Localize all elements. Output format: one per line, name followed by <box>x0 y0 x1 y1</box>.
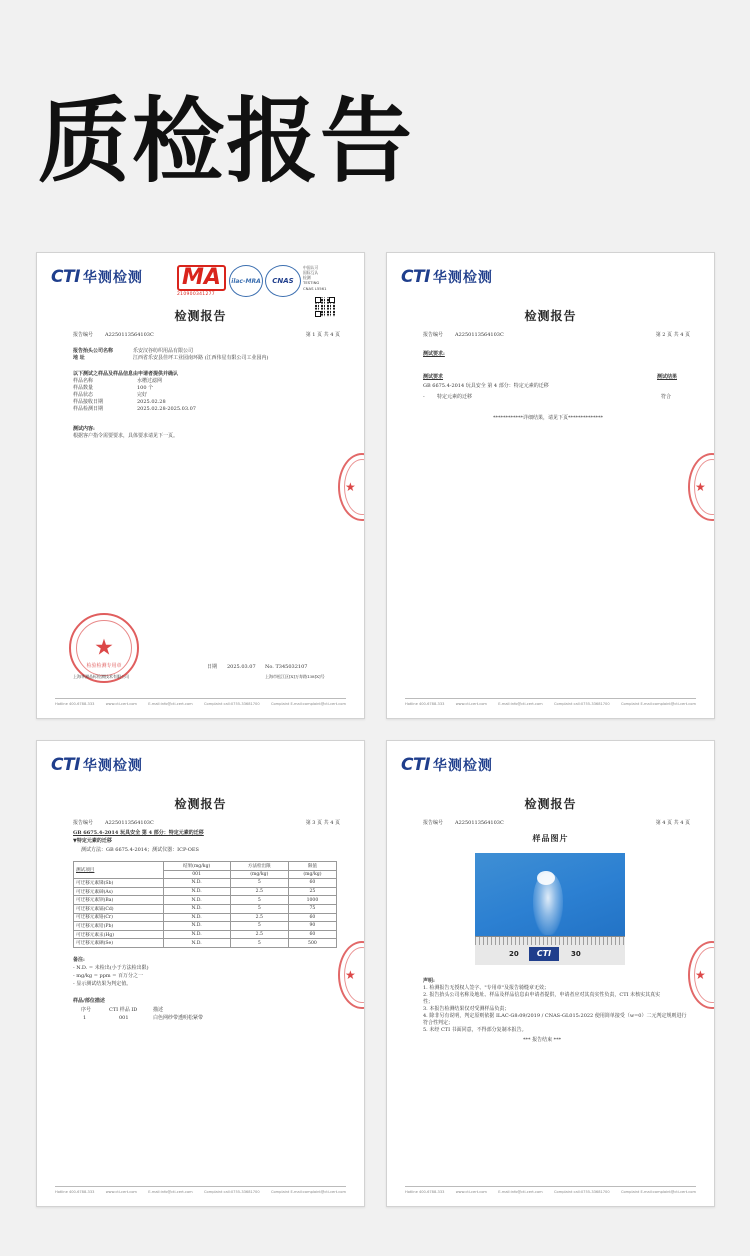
cti-logo <box>51 755 143 775</box>
cti-logo-text: 华测检测 <box>432 270 493 286</box>
page-info: 第 4 页 共 4 页 <box>655 820 690 826</box>
sample-name-label: 样品名称 <box>73 378 94 384</box>
address-label: 地 址 <box>73 355 85 361</box>
seam-stamp-icon: ★ <box>688 453 715 521</box>
test-standard: GB 6675.4-2014 玩具安全 第 4 部分：特定元素的迁移 <box>73 830 204 836</box>
footer-web: www.cti-cert.com <box>455 1190 487 1194</box>
test-item-dash: - <box>423 394 425 400</box>
footer-email: E-mail:info@cti-cert.com <box>498 702 543 706</box>
note-line: - 显示测试结果为判定值。 <box>73 981 132 987</box>
subhead: ▼特定元素的迁移 <box>73 838 112 844</box>
table-row: 可迁移元素砷(As) N.D. 2.5 25 <box>74 887 337 896</box>
table-row: 可迁移元素钡(Ba) N.D. 5 1000 <box>74 896 337 905</box>
cnas-icon: CNAS <box>265 265 301 297</box>
footer-complaint-email: Complaint E-mail:complaint@cti-cert.com <box>620 1190 696 1194</box>
col-result-sample: 001 <box>163 870 230 879</box>
sample-qty-label: 样品数量 <box>73 385 94 391</box>
sample-state: 完好 <box>137 392 148 398</box>
table-row: 可迁移元素锑(Sb) N.D. 5 60 <box>74 879 337 888</box>
end-note: ************详细结果，请见下页************** <box>493 415 604 421</box>
cti-logo-text: 华测检测 <box>82 758 143 774</box>
applicant: 乐安汉谷纺织用品有限公司 <box>133 348 194 354</box>
received-label: 样品接收日期 <box>73 399 104 405</box>
ruler-brand: CTI <box>529 947 559 961</box>
test-method: 测试方法：GB 6675.4-2014；测试仪器：ICP-OES <box>81 847 199 853</box>
desc-row-no: 1 <box>83 1015 87 1021</box>
doc-number: No. T345032107 <box>265 664 308 670</box>
table-row: 可迁移元素镉(Cd) N.D. 5 75 <box>74 904 337 913</box>
footer-email: E-mail:info@cti-cert.com <box>498 1190 543 1194</box>
col-requirement: 测试要求 <box>423 374 444 380</box>
report-page-1 <box>36 252 365 719</box>
company-address: 上海市松江区[X]万寿路138[X]号 <box>265 674 325 679</box>
desc-row-desc: 白色网纱带透明松紧带 <box>153 1015 204 1021</box>
cti-logo <box>51 267 143 287</box>
page-footer <box>55 698 346 706</box>
footer-complaint-call: Complaint call:0755-33681700 <box>203 1190 260 1194</box>
photo-heading: 样品图片 <box>532 833 569 843</box>
test-result: 符合 <box>661 394 672 400</box>
cti-logo-mark: CTI <box>51 755 80 775</box>
date: 2025.03.07 <box>227 664 256 670</box>
statement-line: 性； <box>423 999 434 1005</box>
col-mdl: 方法检出限 <box>230 862 288 871</box>
col-result: 结果(mg/kg) <box>163 862 230 871</box>
report-page-4 <box>386 740 715 1207</box>
footer-web: www.cti-cert.com <box>105 702 137 706</box>
report-page-3 <box>36 740 365 1207</box>
date-label: 日期 <box>207 664 218 670</box>
cnas-line: 国际互认 <box>303 270 319 276</box>
statement-line: 3. 本报告检测结果仅对受测样品负责； <box>423 1006 510 1012</box>
report-no: A2250113564103C <box>105 332 154 338</box>
info-heading: 以下测试之样品及样品信息由申请者提供并确认 <box>73 371 179 377</box>
desc-col-no: 序号 <box>81 1007 92 1013</box>
report-title: 检测报告 <box>174 309 227 323</box>
cti-logo <box>401 755 493 775</box>
cti-logo <box>401 267 493 287</box>
footer-complaint-email: Complaint E-mail:complaint@cti-cert.com <box>270 702 346 706</box>
tested-label: 样品检测日期 <box>73 406 104 412</box>
cnas-line: TESTING <box>303 280 320 286</box>
statement-line: 4. 除非另有说明，判定原则依据 ILAC-G8:09/2019 / CNAS-GL015:2022 使用简单接受（w=0）二元判定规则进行 <box>423 1013 687 1019</box>
desc-col-desc: 描述 <box>153 1007 164 1013</box>
col-item: 测试项目 <box>74 862 164 879</box>
inspection-seal-icon: ★ 检验检测专用章 <box>69 613 139 683</box>
report-title: 检测报告 <box>524 309 577 323</box>
sample-state-label: 样品状态 <box>73 392 94 398</box>
desc-row-id: 001 <box>119 1015 129 1021</box>
report-title: 检测报告 <box>174 797 227 811</box>
req-heading: 测试要求: <box>423 351 445 357</box>
end-note: *** 报告结束 *** <box>523 1037 562 1043</box>
footer-hotline: Hotline 400-6788-333 <box>55 1190 95 1194</box>
cma-number: 210900341277 <box>177 292 215 297</box>
note-line: - N.D. = 未检出(小于方法检出限) <box>73 965 149 971</box>
seam-stamp-icon: ★ <box>338 453 365 521</box>
test-standard: GB 6675.4-2014 玩具安全 第 4 部分：特定元素的迁移 <box>423 383 549 389</box>
migration-table <box>73 861 337 948</box>
footer-complaint-email: Complaint E-mail:complaint@cti-cert.com <box>270 1190 346 1194</box>
tested-date: 2025.02.28-2025.03.07 <box>137 406 196 412</box>
statement-heading: 声明: <box>423 978 435 984</box>
col-limit-unit: (mg/kg) <box>288 870 336 879</box>
address: 江西省乐安县佳坪工业园南环路 (江西伟星有限公司工业园内) <box>133 355 269 361</box>
cti-logo-mark: CTI <box>401 755 430 775</box>
received-date: 2025.02.28 <box>137 399 166 405</box>
cma-icon: MA <box>177 265 226 291</box>
cti-logo-text: 华测检测 <box>82 270 143 286</box>
col-mdl-unit: (mg/kg) <box>230 870 288 879</box>
req-text: 根据客户指令需要要求，具体要求请见下一页。 <box>73 433 179 439</box>
seal-text: 检验检测专用章 <box>86 663 122 669</box>
ruler-mark: 20 <box>509 950 519 958</box>
report-page-2 <box>386 252 715 719</box>
footer-email: E-mail:info@cti-cert.com <box>148 702 193 706</box>
table-row: 可迁移元素汞(Hg) N.D. 2.5 60 <box>74 930 337 939</box>
cti-logo-text: 华测检测 <box>432 758 493 774</box>
page-footer <box>405 1186 696 1194</box>
footer-email: E-mail:info@cti-cert.com <box>148 1190 193 1194</box>
footer-complaint-call: Complaint call:0755-33681700 <box>203 702 260 706</box>
statement-line: 5. 未经 CTI 书面同意，不得部分复制本报告。 <box>423 1027 527 1033</box>
footer-web: www.cti-cert.com <box>105 1190 137 1194</box>
report-title: 检测报告 <box>524 797 577 811</box>
ruler-mark: 30 <box>571 950 581 958</box>
desc-col-id: CTI 样品 ID <box>109 1007 138 1013</box>
report-no: A2250113564103C <box>455 332 504 338</box>
note-line: - mg/kg = ppm = 百万分之一 <box>73 973 144 979</box>
ruler-image <box>475 936 625 965</box>
table-row: 可迁移元素铬(Cr) N.D. 2.5 60 <box>74 913 337 922</box>
col-limit: 限值 <box>288 862 336 871</box>
notes-heading: 备注: <box>73 957 85 963</box>
cma-cert-mark <box>177 265 227 297</box>
footer-complaint-call: Complaint call:0755-33681700 <box>553 1190 610 1194</box>
test-item: 特定元素的迁移 <box>437 394 473 400</box>
sample-qty: 100 个 <box>137 385 154 391</box>
sample-name: 水槽过滤网 <box>137 378 163 384</box>
footer-web: www.cti-cert.com <box>455 702 487 706</box>
footer-complaint-email: Complaint E-mail:complaint@cti-cert.com <box>620 702 696 706</box>
report-no-label: 报告编号 <box>423 820 444 826</box>
table-row: 可迁移元素铅(Pb) N.D. 5 90 <box>74 922 337 931</box>
statement-line: 符合性判定； <box>423 1020 454 1026</box>
footer-hotline: Hotline 400-6788-333 <box>55 702 95 706</box>
sample-photo <box>475 853 625 965</box>
report-no-label: 报告编号 <box>423 332 444 338</box>
table-row: 可迁移元素硒(Se) N.D. 5 500 <box>74 939 337 948</box>
page-info: 第 3 页 共 4 页 <box>305 820 340 826</box>
statement-line: 1. 检测报告无授权人签字、"专用章"及报告骑缝章无效； <box>423 985 549 991</box>
page-info: 第 1 页 共 4 页 <box>305 332 340 338</box>
req-heading: 测试内容: <box>73 426 95 432</box>
company-footer: 上海华测品标检测技术有限公司 <box>73 674 129 679</box>
applicant-label: 报告抬头公司名称 <box>73 348 114 354</box>
page-footer <box>55 1186 346 1194</box>
page-title: 质检报告 <box>38 88 415 195</box>
cnas-line: 检测 <box>303 275 311 281</box>
cnas-line: CNAS L5561 <box>303 285 327 291</box>
desc-heading: 样品/部位描述 <box>73 998 105 1004</box>
report-no: A2250113564103C <box>455 820 504 826</box>
seam-stamp-icon: ★ <box>688 941 715 1009</box>
footer-hotline: Hotline 400-6788-333 <box>405 702 445 706</box>
page-info: 第 2 页 共 4 页 <box>655 332 690 338</box>
statement-line: 2. 报告抬头公司名称及地址、样品及样品信息由申请者提供，申请者应对其真实性负责，CTI 未核实其真实 <box>423 992 661 998</box>
cti-logo-mark: CTI <box>401 267 430 287</box>
report-no-label: 报告编号 <box>73 820 94 826</box>
page-footer <box>405 698 696 706</box>
report-no-label: 报告编号 <box>73 332 94 338</box>
footer-complaint-call: Complaint call:0755-33681700 <box>553 702 610 706</box>
cnas-accreditation-text <box>303 265 326 291</box>
cti-logo-mark: CTI <box>51 267 80 287</box>
footer-hotline: Hotline 400-6788-333 <box>405 1190 445 1194</box>
report-no: A2250113564103C <box>105 820 154 826</box>
seam-stamp-icon: ★ <box>338 941 365 1009</box>
col-result: 测试结果 <box>657 374 678 380</box>
cnas-line: 中国认可 <box>303 265 319 270</box>
ilac-mra-icon: ilac-MRA <box>229 265 263 297</box>
